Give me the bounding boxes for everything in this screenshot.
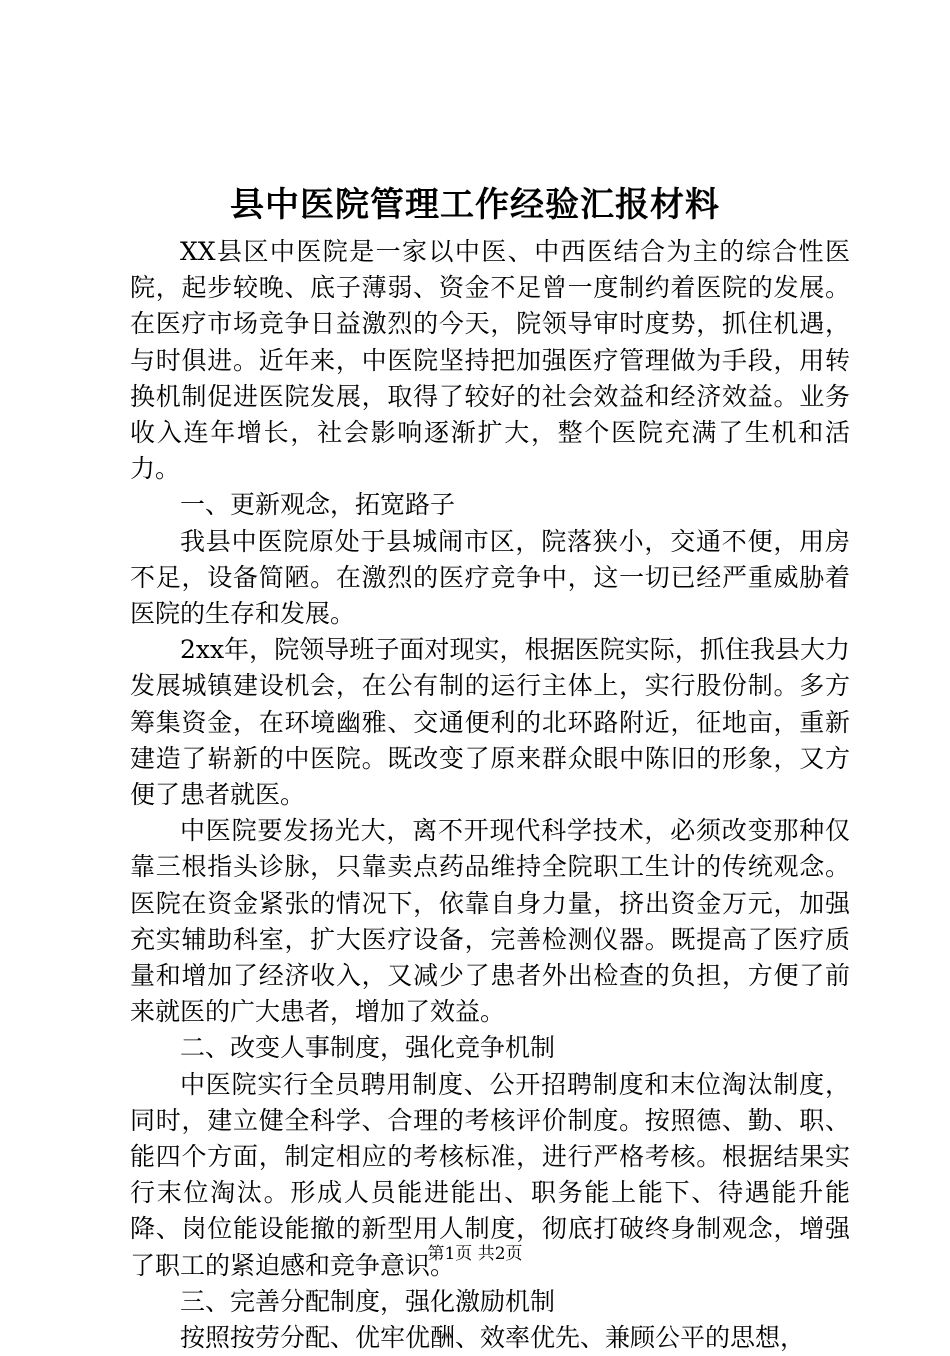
section-heading-2: 二、改变人事制度，强化竞争机制	[180, 1033, 556, 1063]
paragraph: 中医院要发扬光大，离不开现代科学技术，必须改变那种仅靠三根指头诊脉，只靠卖点药品维持全院职工生计的传统观念。医院在资金紧张的情况下，依靠自身力量，挤出资金万元，加强充实辅助科室，扩大医疗设备，完善检测仪器。既提高了医疗质量和增加了经济收入，又减少了患者外出检查的负担，方便了前来就医的广大患者，增加了效益。	[130, 816, 850, 1027]
paragraph: 我县中医院原处于县城闹市区，院落狭小，交通不便，用房不足，设备简陋。在激烈的医疗竞争中，这一切已经严重威胁着医院的生存和发展。	[130, 526, 850, 629]
section-heading-3: 三、完善分配制度，强化激励机制	[180, 1286, 556, 1316]
section-heading-1: 一、更新观念，拓宽路子	[180, 490, 456, 520]
document-body	[130, 234, 850, 1356]
paragraph: 按照按劳分配、优牢优酬、效率优先、兼顾公平的思想，	[180, 1323, 806, 1353]
paragraph: 2xx年，院领导班子面对现实，根据医院实际，抓住我县大力发展城镇建设机会，在公有制的运行主体上，实行股份制。多方筹集资金，在环境幽雅、交通便利的北环路附近，征地亩，重新建造了崭新的中医院。既改变了原来群众眼中陈旧的形象，又方便了患者就医。	[130, 635, 850, 810]
page-number-footer: 第1页 共2页	[427, 1244, 523, 1264]
paragraph: 中医院实行全员聘用制度、公开招聘制度和末位淘汰制度，同时，建立健全科学、合理的考核评价制度。按照德、勤、职、能四个方面，制定相应的考核标准，进行严格考核。根据结果实行末位淘汰。形成人员能进能出、职务能上能下、待遇能升能降、岗位能设能撤的新型用人制度，彻底打破终身制观念，增强了职工的紧迫感和竞争意识。	[130, 1069, 850, 1280]
paragraph-intro: XX县区中医院是一家以中医、中西医结合为主的综合性医院，起步较晚、底子薄弱、资金不足曾一度制约着医院的发展。在医疗市场竞争日益激烈的今天，院领导审时度势，抓住机遇，与时俱进。近年来，中医院坚持把加强医疗管理做为手段，用转换机制促进医院发展，取得了较好的社会效益和经济效益。业务收入连年增长，社会影响逐渐扩大，整个医院充满了生机和活力。	[130, 237, 850, 484]
document-title: 县中医院管理工作经验汇报材料	[230, 185, 720, 225]
